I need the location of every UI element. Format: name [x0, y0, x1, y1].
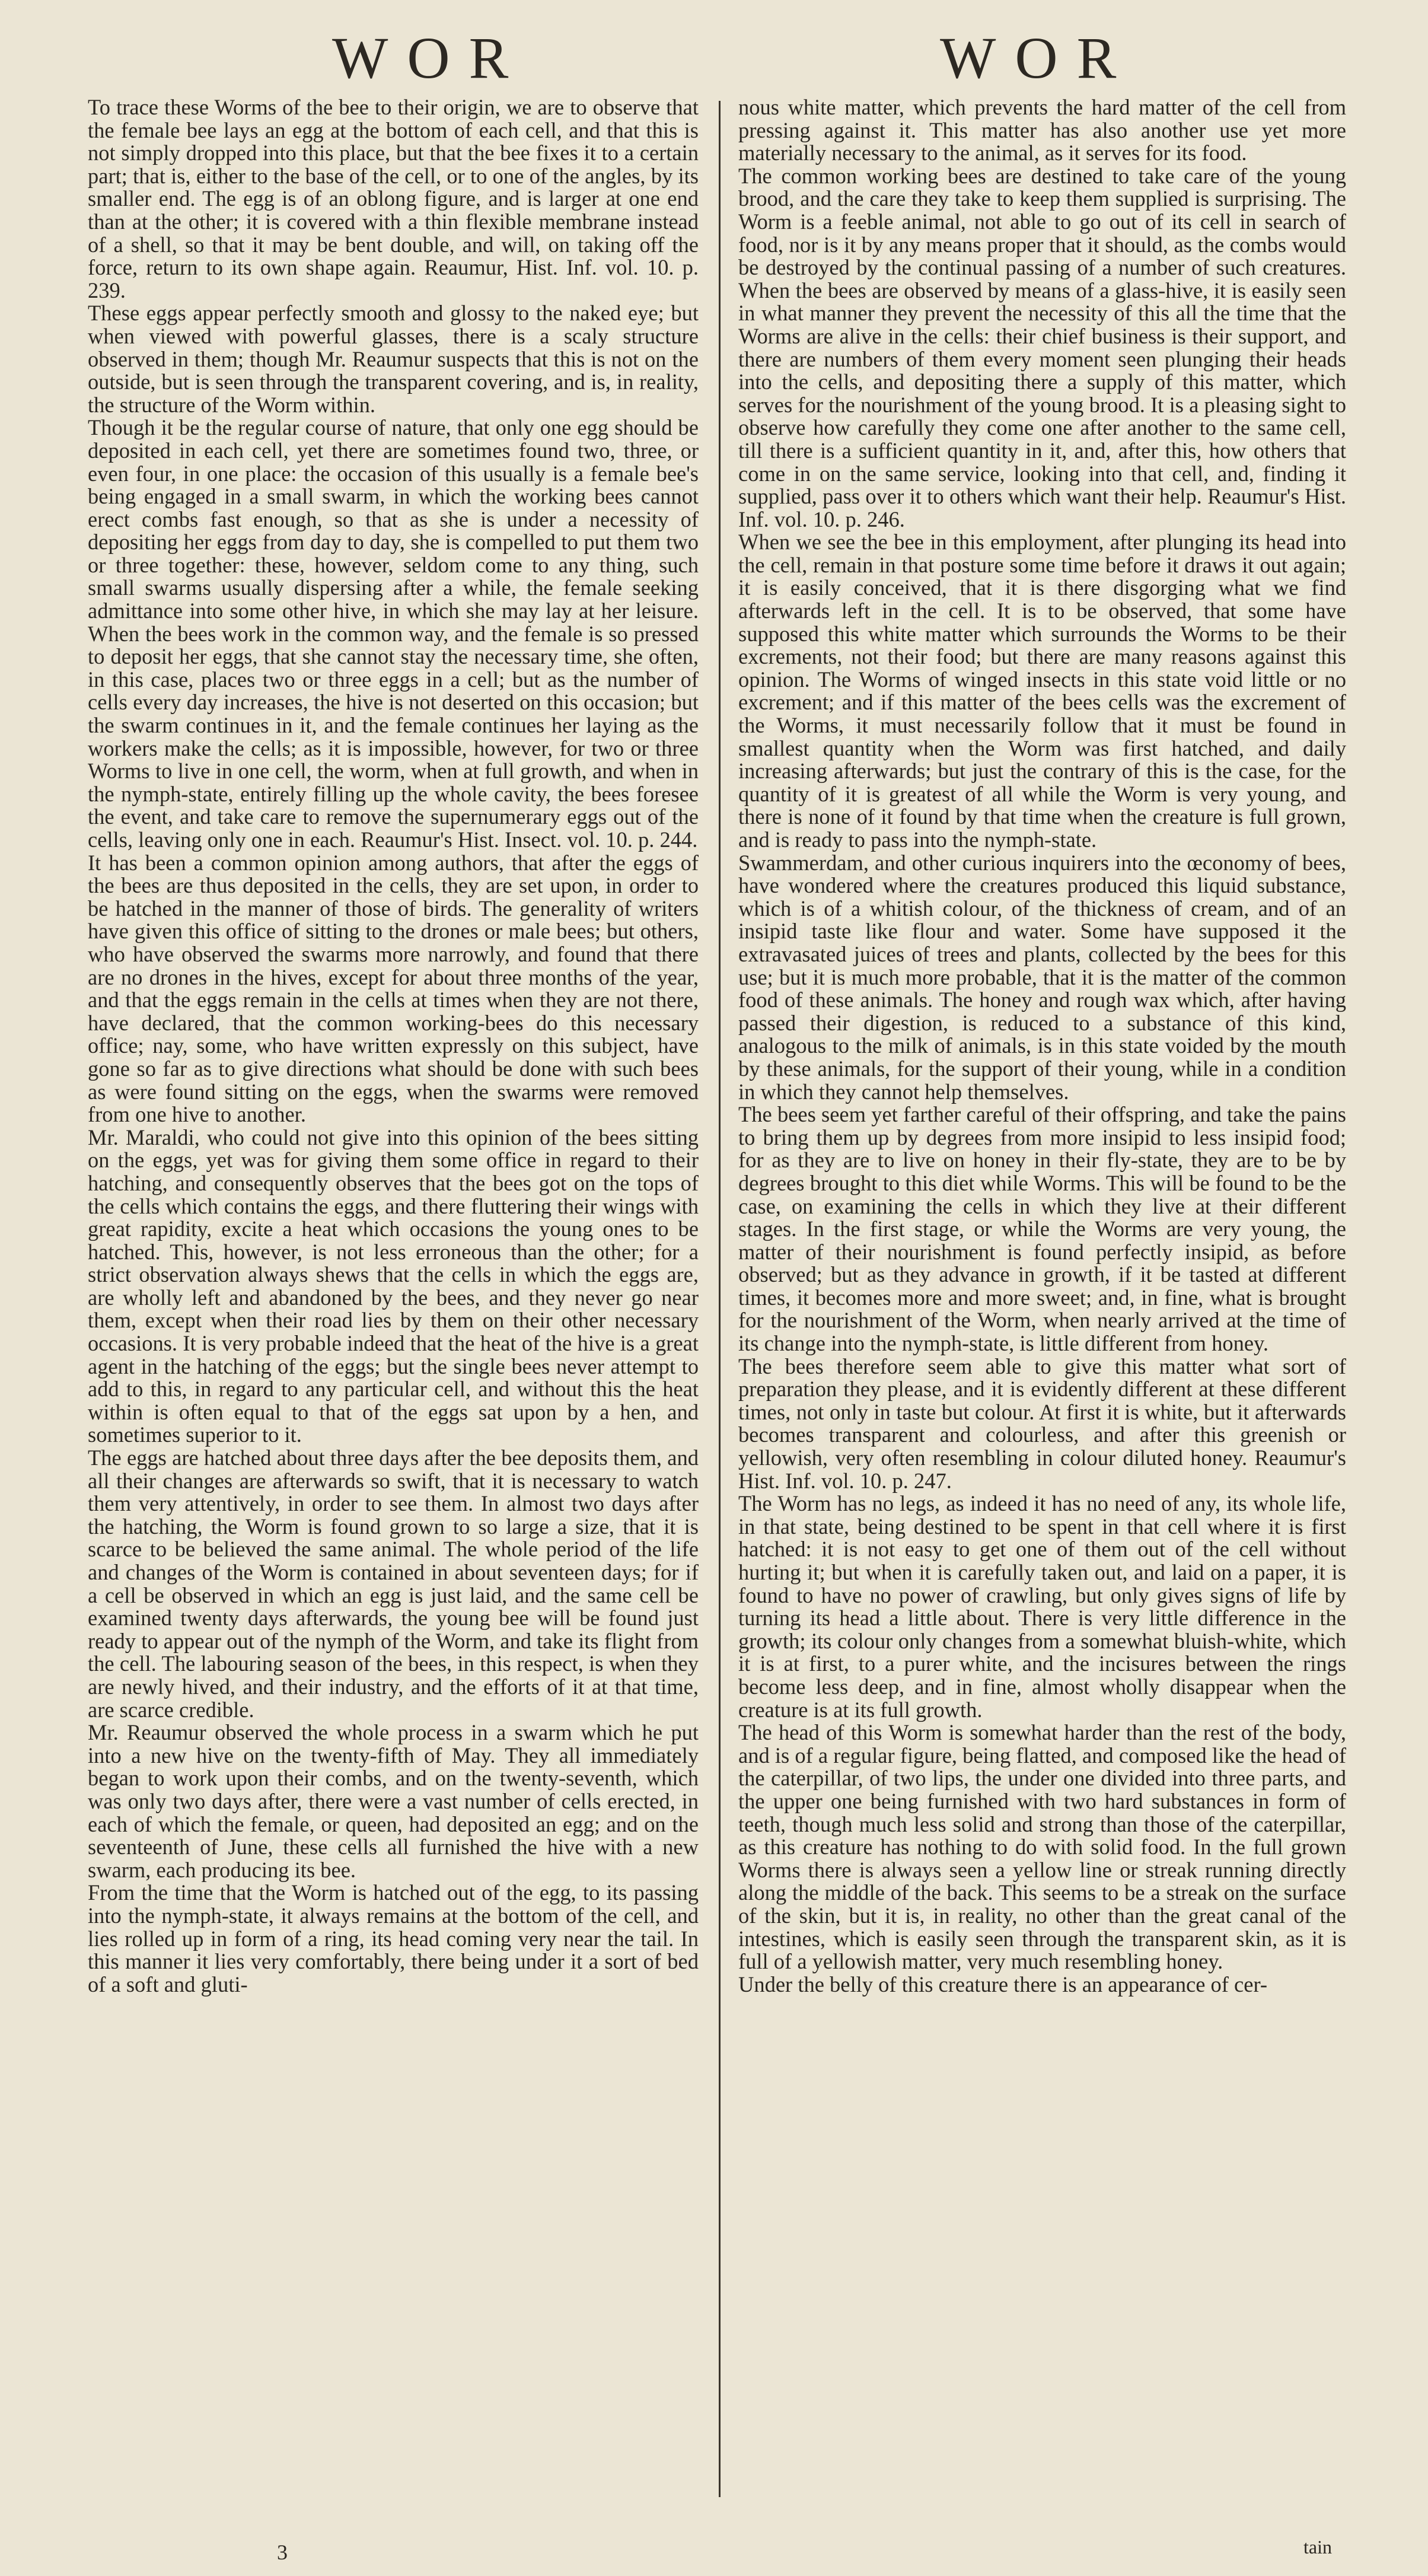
paragraph: Mr. Maraldi, who could not give into this opinion of the bees sitting on the eggs, yet was for giving them some office in regard to their hatching, and consequently observes that the bees got on the tops of the cells which contains the eggs, and there fluttering their wings with great rapidity, excite a heat which occasions the young ones to be hatched. This, however, is not less erroneous than the other; for a strict observation always shews that the cells in which the eggs are, are wholly left and abandoned by the bees, and they never go near them, except when their road lies by them on their other necessary occasions. It is very probable indeed that the heat of the hive is a great agent in the hatching of the eggs; but the single bees never attempt to add to this, in regard to any particular cell, and without this the heat within is often equal to that of the eggs sat upon by a hen, and sometimes superior to it. [88, 1125, 699, 1447]
right-column [738, 96, 1346, 1996]
paragraph: nous white matter, which prevents the hard matter of the cell from pressing against it. This matter has also another use yet more materially necessary to the animal, as it serves for its food. [738, 95, 1346, 165]
paragraph: The Worm has no legs, as indeed it has no need of any, its whole life, in that state, being destined to be spent in that cell where it is first hatched: it is not easy to get one of them out of the cell without hurting it; but when it is carefully taken out, and laid on a paper, it is found to have no power of crawling, but only gives signs of life by turning its head a little about. There is very little difference in the growth; its colour only changes from a somewhat bluish-white, which it is at first, to a purer white, and the incisures between the rings become less deep, and in fine, almost wholly disappear when the creature is at its full growth. [738, 1491, 1346, 1722]
paragraph: The common working bees are destined to take care of the young brood, and the care they take to keep them supplied is surprising. The Worm is a feeble animal, not able to go out of its cell in search of food, nor is it by any means proper that it should, as the combs would be destroyed by the continual passing of a number of such creatures. When the bees are observed by means of a glass-hive, it is easily seen in what manner they prevent the necessity of this all the time that the Worms are alive in the cells: their chief business is their support, and there are numbers of them every moment seen plunging their heads into the cells, and depositing there a supply of this matter, which serves for the nourishment of the young brood. It is a pleasing sight to observe how carefully they come one after another to the same cell, till there is a sufficient quantity in it, and, after this, how others that come in on the same service, looking into that cell, and, finding it supplied, pass over it to others which want their help. Reaumur's Hist. Inf. vol. 10. p. 246. [738, 163, 1346, 531]
paragraph: The bees therefore seem able to give this matter what sort of preparation they please, and it is evidently different at these different times, not only in taste but colour. At first it is white, but it afterwards becomes transparent and colourless, and after this greenish or yellowish, very often resembling in colour diluted honey. Reaumur's Hist. Inf. vol. 10. p. 247. [738, 1354, 1346, 1493]
left-column [88, 96, 699, 1996]
paragraph: From the time that the Worm is hatched out of the egg, to its passing into the nymph-state, it always remains at the bottom of the cell, and lies rolled up in form of a ring, its head coming very near the tail. In this manner it lies very comfortably, there being under it a sort of bed of a soft and gluti- [88, 1880, 699, 1997]
paragraph: These eggs appear perfectly smooth and glossy to the naked eye; but when viewed with powerful glasses, there is a scaly structure observed in them; though Mr. Reaumur suspects that this is not on the outside, but is seen through the transparent covering, and is, in reality, the structure of the Worm within. [88, 301, 699, 417]
column-divider [719, 101, 721, 2497]
running-head-left: WOR [332, 25, 528, 91]
signature-mark: 3 [277, 2540, 288, 2564]
paragraph: Though it be the regular course of nature, that only one egg should be deposited in each cell, yet there are sometimes found two, three, or even four, in one place: the occasion of this usually is a female bee's being engaged in a small swarm, in which the working bees cannot erect combs fast enough, so that as she is under a necessity of depositing her eggs from day to day, she is compelled to put them two or three together: these, however, seldom come to any thing, such small swarms usually dispersing after a while, the female seeking admittance into some other hive, in which she may lay at her leisure. When the bees work in the common way, and the female is so pressed to deposit her eggs, that she cannot stay the necessary time, she often, in this case, places two or three eggs in a cell; but as the number of cells every day increases, the hive is not deserted on this occasion; but the swarm continues in it, and the female continues her laying as the workers make the cells; as it is impossible, however, for two or three Worms to live in one cell, the worm, when at full growth, and when in the nymph-state, entirely filling up the whole cavity, the bees foresee the event, and take care to remove the supernumerary eggs out of the cells, leaving only one in each. Reaumur's Hist. Insect. vol. 10. p. 244. [88, 415, 699, 852]
paragraph: It has been a common opinion among authors, that after the eggs of the bees are thus deposited in the cells, they are set upon, in order to be hatched in the manner of those of birds. The generality of writers have given this office of sitting to the drones or male bees; but others, who have observed the swarms more narrowly, and found that there are no drones in the hives, except for about three months of the year, and that the eggs remain in the cells at times when they are not there, have declared, that the common working-bees do this necessary office; nay, some, who have written expressly on this subject, have gone so far as to give directions what should be done with such bees as were found sitting on the eggs, when the swarms were removed from one hive to another. [88, 850, 699, 1127]
paragraph: When we see the bee in this employment, after plunging its head into the cell, remain in that posture some time before it draws it out again; it is easily conceived, that it is there disgorging what we find afterwards left in the cell. It is to be observed, that some have supposed this white matter which surrounds the Worms to be their excrements, not their food; but there are many reasons against this opinion. The Worms of winged insects in this state void little or no excrement; and if this matter of the bees cells was the excrement of the Worms, it must necessarily follow that it must be found in smallest quantity when the Worm was first hatched, and daily increasing afterwards; but just the contrary of this is the case, for the quantity of it is greatest of all while the Worm is very young, and there is none of it found by that time when the creature is full grown, and is ready to pass into the nymph-state. [738, 530, 1346, 852]
paragraph: Under the belly of this creature there is an appearance of cer- [738, 1972, 1268, 1997]
running-head-right: WOR [940, 25, 1136, 91]
paragraph: To trace these Worms of the bee to their origin, we are to observe that the female bee lays an egg at the bottom of each cell, and that this is not simply dropped into this place, but that the bee fixes it to a certain part; that is, either to the base of the cell, or to one of the angles, by its smaller end. The egg is of an oblong figure, and is larger at one end than at the other; it is covered with a thin flexible membrane instead of a shell, so that it may be bent double, and will, on taking off the force, return to its own shape again. Reaumur, Hist. Inf. vol. 10. p. 239. [88, 95, 699, 303]
paragraph: The eggs are hatched about three days after the bee deposits them, and all their changes are afterwards so swift, that it is necessary to watch them very attentively, in order to see them. In almost two days after the hatching, the Worm is found grown to so large a size, that it is scarce to be believed the same animal. The whole period of the life and changes of the Worm is contained in about seventeen days; for if a cell be observed in which an egg is just laid, and the same cell be examined twenty days afterwards, the young bee will be found just ready to appear out of the nymph of the Worm, and take its flight from the cell. The labouring season of the bees, in this respect, is when they are newly hived, and their industry, and the efforts of it at that time, are scarce credible. [88, 1445, 699, 1722]
paragraph: Mr. Reaumur observed the whole process in a swarm which he put into a new hive on the twenty-fifth of May. They all immediately began to work upon their combs, and on the twenty-seventh, which was only two days after, there were a vast number of cells erected, in each of which the female, or queen, had deposited an egg; and on the seventeenth of June, these cells all furnished the hive with a new swarm, each producing its bee. [88, 1720, 699, 1882]
paragraph: Swammerdam, and other curious inquirers into the œconomy of bees, have wondered where the creatures produced this liquid substance, which is of a whitish colour, of the thickness of cream, and of an insipid taste like flour and water. Some have supposed it the extravasated juices of trees and plants, collected by the bees for this use; but it is much more probable, that it is the matter of the common food of these animals. The honey and rough wax which, after having passed their digestion, is reduced to a substance of this kind, analogous to the milk of animals, is in this state voided by the mouth by these animals, for the support of their young, while in a condition in which they cannot help themselves. [738, 850, 1346, 1104]
catchword: tain [1303, 2536, 1332, 2558]
paragraph: The bees seem yet farther careful of their offspring, and take the pains to bring them up by degrees from more insipid to less insipid food; for as they are to live on honey in their fly-state, they are to be by degrees brought to this diet while Worms. This will be found to be the case, on examining the cells in which they live at their different stages. In the first stage, or while the Worms are very young, the matter of their nourishment is found perfectly insipid, as before observed; but as they advance in growth, if it be tasted at different times, it becomes more and more sweet; and, in fine, what is brought for the nourishment of the Worm, when nearly arrived at the time of its change into the nymph-state, is little different from honey. [738, 1102, 1346, 1356]
paragraph: The head of this Worm is somewhat harder than the rest of the body, and is of a regular figure, being flatted, and composed like the head of the caterpillar, of two lips, the under one divided into three parts, and the upper one being furnished with two hard substances in form of teeth, though much less solid and strong than those of the caterpillar, as this creature has nothing to do with solid food. In the full grown Worms there is always seen a yellow line or streak running directly along the middle of the back. This seems to be a streak on the surface of the skin, but it is, in reality, no other than the great canal of the intestines, which is easily seen through the transparent skin, as it is full of a yellowish matter, very much resembling honey. [738, 1720, 1346, 1974]
